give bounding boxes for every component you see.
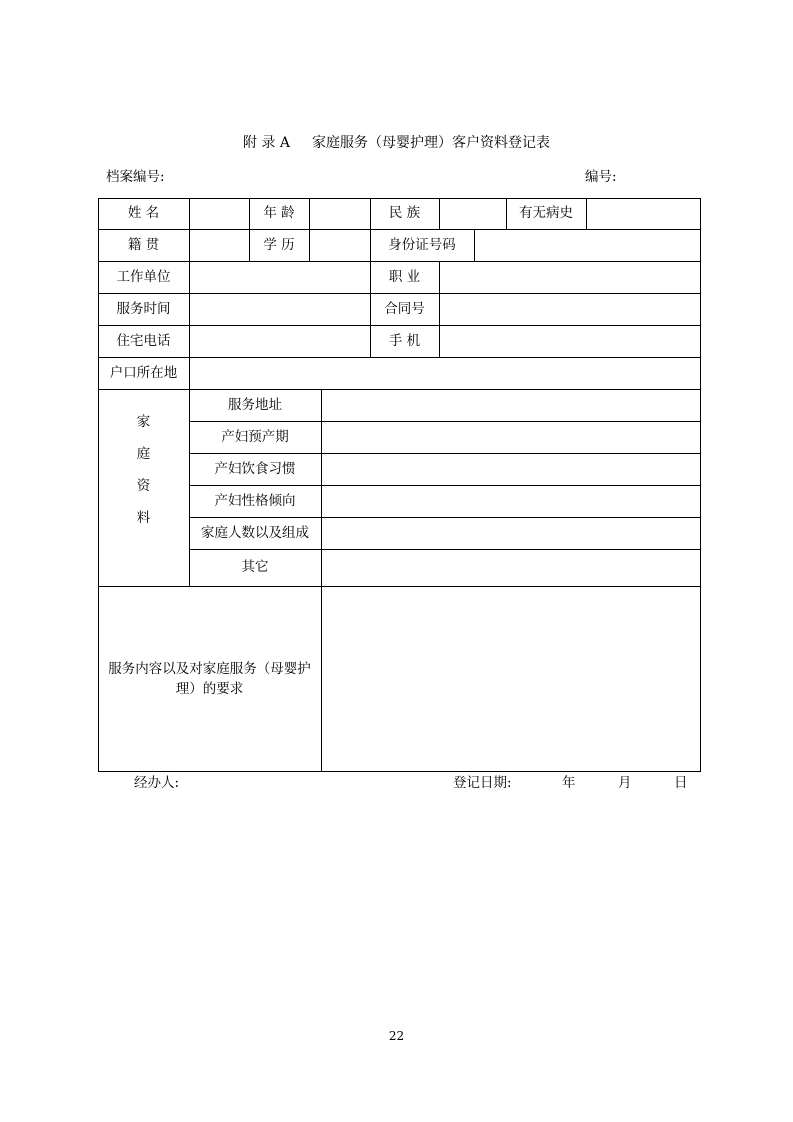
medical-history-field[interactable] bbox=[586, 198, 701, 229]
page-number: 22 bbox=[388, 1029, 405, 1043]
native-place-field[interactable] bbox=[189, 229, 249, 261]
year-label: 年 bbox=[562, 775, 576, 791]
work-unit-field[interactable] bbox=[189, 261, 370, 293]
registered-residence-field[interactable] bbox=[189, 357, 701, 389]
month-label: 月 bbox=[618, 775, 632, 791]
education-field[interactable] bbox=[309, 229, 370, 261]
service-time-field[interactable] bbox=[189, 293, 370, 325]
due-date-field[interactable] bbox=[321, 421, 701, 453]
form-title-text: 家庭服务（母婴护理）客户资料登记表 bbox=[312, 135, 550, 151]
diet-habits-field[interactable] bbox=[321, 453, 701, 485]
ethnicity-field[interactable] bbox=[439, 198, 506, 229]
family-info-label bbox=[98, 389, 189, 586]
name-label: 姓 名 bbox=[127, 205, 160, 222]
id-number-field[interactable] bbox=[474, 229, 701, 261]
archive-number-label: 档案编号: bbox=[106, 169, 165, 185]
registration-date-label: 登记日期: bbox=[453, 775, 512, 791]
personality-label: 产妇性格倾向 bbox=[214, 492, 296, 509]
medical-history-label: 有无病史 bbox=[519, 205, 573, 222]
service-address-field[interactable] bbox=[321, 389, 701, 421]
occupation-label: 职 业 bbox=[388, 268, 421, 285]
occupation-field[interactable] bbox=[439, 261, 701, 293]
family-info-char: 家 bbox=[136, 414, 151, 430]
mobile-label: 手 机 bbox=[388, 332, 421, 349]
contract-number-field[interactable] bbox=[439, 293, 701, 325]
diet-habits-label: 产妇饮食习惯 bbox=[214, 460, 296, 477]
day-label: 日 bbox=[674, 775, 688, 791]
name-field[interactable] bbox=[189, 198, 249, 229]
personality-field[interactable] bbox=[321, 485, 701, 517]
ethnicity-label: 民 族 bbox=[388, 205, 421, 222]
family-info-char: 庭 bbox=[136, 446, 151, 462]
household-label: 家庭人数以及组成 bbox=[201, 524, 309, 541]
age-field[interactable] bbox=[309, 198, 370, 229]
registered-residence-label: 户口所在地 bbox=[109, 364, 178, 381]
handler-label: 经办人: bbox=[134, 775, 180, 791]
serial-number-label: 编号: bbox=[585, 169, 617, 185]
appendix-label: 附 录 A bbox=[242, 135, 290, 151]
service-address-label: 服务地址 bbox=[228, 396, 282, 413]
home-phone-field[interactable] bbox=[189, 325, 370, 357]
due-date-label: 产妇预产期 bbox=[221, 428, 289, 445]
form-title bbox=[0, 136, 793, 150]
native-place-label: 籍 贯 bbox=[127, 236, 160, 253]
id-number-label: 身份证号码 bbox=[388, 236, 456, 253]
work-unit-label: 工作单位 bbox=[116, 268, 171, 285]
household-field[interactable] bbox=[321, 517, 701, 549]
age-label: 年 龄 bbox=[263, 205, 295, 222]
requirements-label: 服务内容以及对家庭服务（母婴护理）的要求 bbox=[108, 660, 311, 697]
home-phone-label: 住宅电话 bbox=[116, 332, 171, 349]
contract-number-label: 合同号 bbox=[384, 300, 425, 317]
mobile-field[interactable] bbox=[439, 325, 701, 357]
other-label: 其它 bbox=[241, 559, 269, 576]
requirements-field[interactable] bbox=[321, 586, 701, 772]
service-time-label: 服务时间 bbox=[116, 300, 171, 317]
family-info-char: 料 bbox=[136, 510, 151, 526]
family-info-char: 资 bbox=[136, 478, 151, 494]
other-field[interactable] bbox=[321, 549, 701, 586]
education-label: 学 历 bbox=[263, 236, 295, 253]
